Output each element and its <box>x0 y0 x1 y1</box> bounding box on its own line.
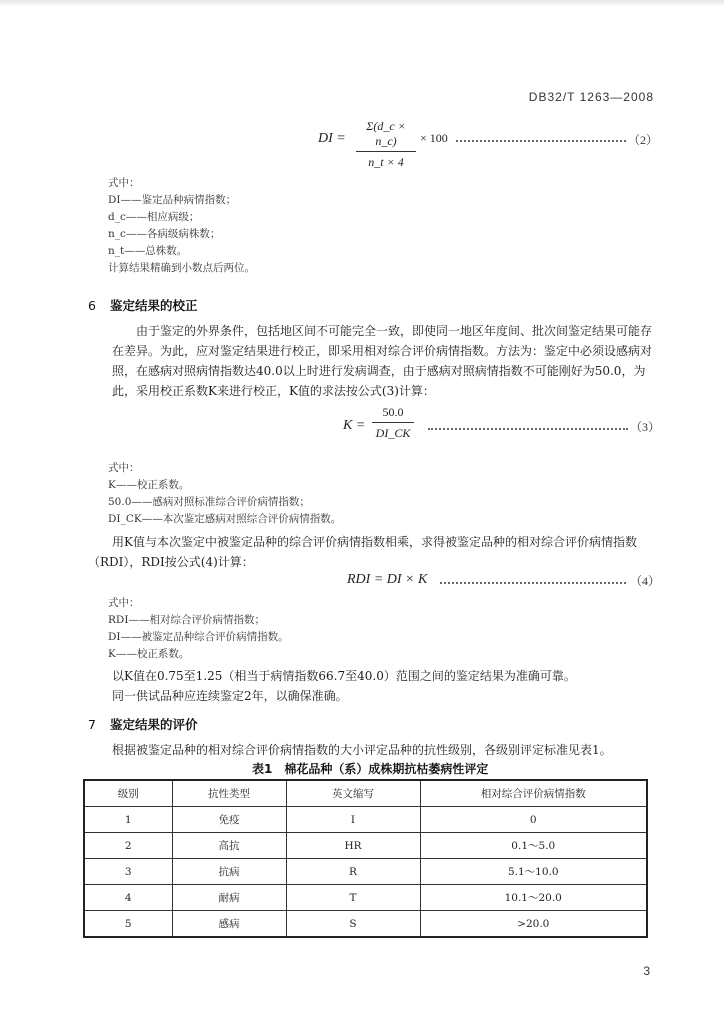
section-7-title: 鉴定结果的评价 <box>110 717 198 732</box>
where-3-item: 50.0——感病对照标准综合评价病情指数； <box>108 496 310 508</box>
k-range-paragraph: 以K值在0.75至1.25（相当于病情指数66.7至40.0）范围之间的鉴定结果为准确可靠。 <box>112 669 576 683</box>
where-4-item: RDI——相对综合评价病情指数； <box>108 614 265 626</box>
where-4-intro: 式中： <box>108 597 140 609</box>
formula-2-numerator: Σ(d_c × n_c) <box>356 119 416 152</box>
table-cell: 抗病 <box>172 859 286 885</box>
section-6-heading <box>88 296 198 314</box>
table-header-row <box>84 780 647 807</box>
formula-2-lhs: DI = <box>318 131 346 146</box>
table-cell: 4 <box>84 885 172 911</box>
table-cell: 0 <box>420 807 647 833</box>
formula-3-leader-dots <box>428 428 628 430</box>
table-row <box>84 885 647 911</box>
table-cell: I <box>286 807 420 833</box>
formula-3-numerator: 50.0 <box>372 405 414 423</box>
table-header-cell: 英文缩写 <box>286 780 420 807</box>
section-7-heading <box>88 715 198 733</box>
table-cell: 0.1～5.0 <box>420 833 647 859</box>
formula-4-leader-dots <box>440 582 626 584</box>
section-6-paragraph: 由于鉴定的外界条件，包括地区间不可能完全一致，即使同一地区年度间、批次间鉴定结果可能存在差异。为此，应对鉴定结果进行校正，即采用相对综合评价病情指数。方法为：鉴定中必须设感病对照，在感病对照病情指数达40.0以上时进行发病调查，由于感病对照病情指数不可能刚好为50.0，为此，采用校正系数K来进行校正，K值的求法按公式(3)计算： <box>112 324 653 398</box>
formula-2-number: （2） <box>628 133 659 147</box>
table-header-cell: 抗性类型 <box>172 780 286 807</box>
resistance-table <box>83 779 648 938</box>
table-cell: S <box>286 911 420 938</box>
rdi-paragraph: 用K值与本次鉴定中被鉴定品种的综合评价病情指数相乘，求得被鉴定品种的相对综合评价病情指数（RDI），RDI按公式(4)计算： <box>88 535 637 569</box>
formula-3-fraction <box>372 405 414 441</box>
where-4-item: K——校正系数。 <box>108 648 190 660</box>
section-6-number: 6 <box>88 298 96 313</box>
where-2-intro: 式中： <box>108 177 140 189</box>
table-cell: >20.0 <box>420 911 647 938</box>
section-6-title: 鉴定结果的校正 <box>110 298 198 313</box>
where-3-block <box>108 460 341 528</box>
table-cell: 10.1～20.0 <box>420 885 647 911</box>
standard-number: DB32/T 1263—2008 <box>528 90 654 104</box>
formula-3-lhs: K = <box>343 418 366 433</box>
where-2-item: 计算结果精确到小数点后两位。 <box>108 262 255 274</box>
table-cell: 高抗 <box>172 833 286 859</box>
table-cell: R <box>286 859 420 885</box>
formula-4: RDI = DI × K <box>347 572 428 587</box>
table-cell: 耐病 <box>172 885 286 911</box>
where-2-item: n_c——各病级病株数； <box>108 228 221 240</box>
where-2-item: DI——鉴定品种病情指数； <box>108 194 237 206</box>
where-2-block <box>108 175 255 277</box>
formula-2-leader-dots <box>456 140 626 142</box>
where-2-item: n_t——总株数。 <box>108 245 188 257</box>
page-number: 3 <box>643 964 650 978</box>
table-row <box>84 833 647 859</box>
formula-3-denominator: DI_CK <box>375 426 411 440</box>
where-4-block <box>108 595 289 663</box>
where-4-item: DI——被鉴定品种综合评价病情指数。 <box>108 631 289 643</box>
table-cell: 3 <box>84 859 172 885</box>
table-cell: 5.1～10.0 <box>420 859 647 885</box>
scan-edge <box>0 0 724 6</box>
where-3-item: DI_CK——本次鉴定感病对照综合评价病情指数。 <box>108 513 342 525</box>
where-3-item: K——校正系数。 <box>108 479 190 491</box>
table-row <box>84 859 647 885</box>
formula-2-times100: × 100 <box>420 131 448 145</box>
table-header-cell: 相对综合评价病情指数 <box>420 780 647 807</box>
table-cell: 2 <box>84 833 172 859</box>
table-1-caption: 表1 棉花品种（系）成株期抗枯萎病性评定 <box>252 762 489 776</box>
section-7-number: 7 <box>88 717 96 732</box>
formula-3-number: （3） <box>630 420 661 434</box>
table-row <box>84 807 647 833</box>
formula-2-fraction <box>356 119 416 170</box>
table-cell: T <box>286 885 420 911</box>
table-cell: 5 <box>84 911 172 938</box>
table-header-cell: 级别 <box>84 780 172 807</box>
table-cell: 免疫 <box>172 807 286 833</box>
formula-4-number: （4） <box>630 574 661 588</box>
table-cell: HR <box>286 833 420 859</box>
repeat-paragraph: 同一供试品种应连续鉴定2年，以确保准确。 <box>112 689 348 703</box>
where-3-intro: 式中： <box>108 462 140 474</box>
formula-2-denominator: n_t × 4 <box>368 155 404 169</box>
table-cell: 感病 <box>172 911 286 938</box>
table-row <box>84 911 647 938</box>
table-cell: 1 <box>84 807 172 833</box>
section-7-paragraph: 根据被鉴定品种的相对综合评价病情指数的大小评定品种的抗性级别，各级别评定标准见表1。 <box>112 743 612 757</box>
where-2-item: d_c——相应病级； <box>108 211 200 223</box>
